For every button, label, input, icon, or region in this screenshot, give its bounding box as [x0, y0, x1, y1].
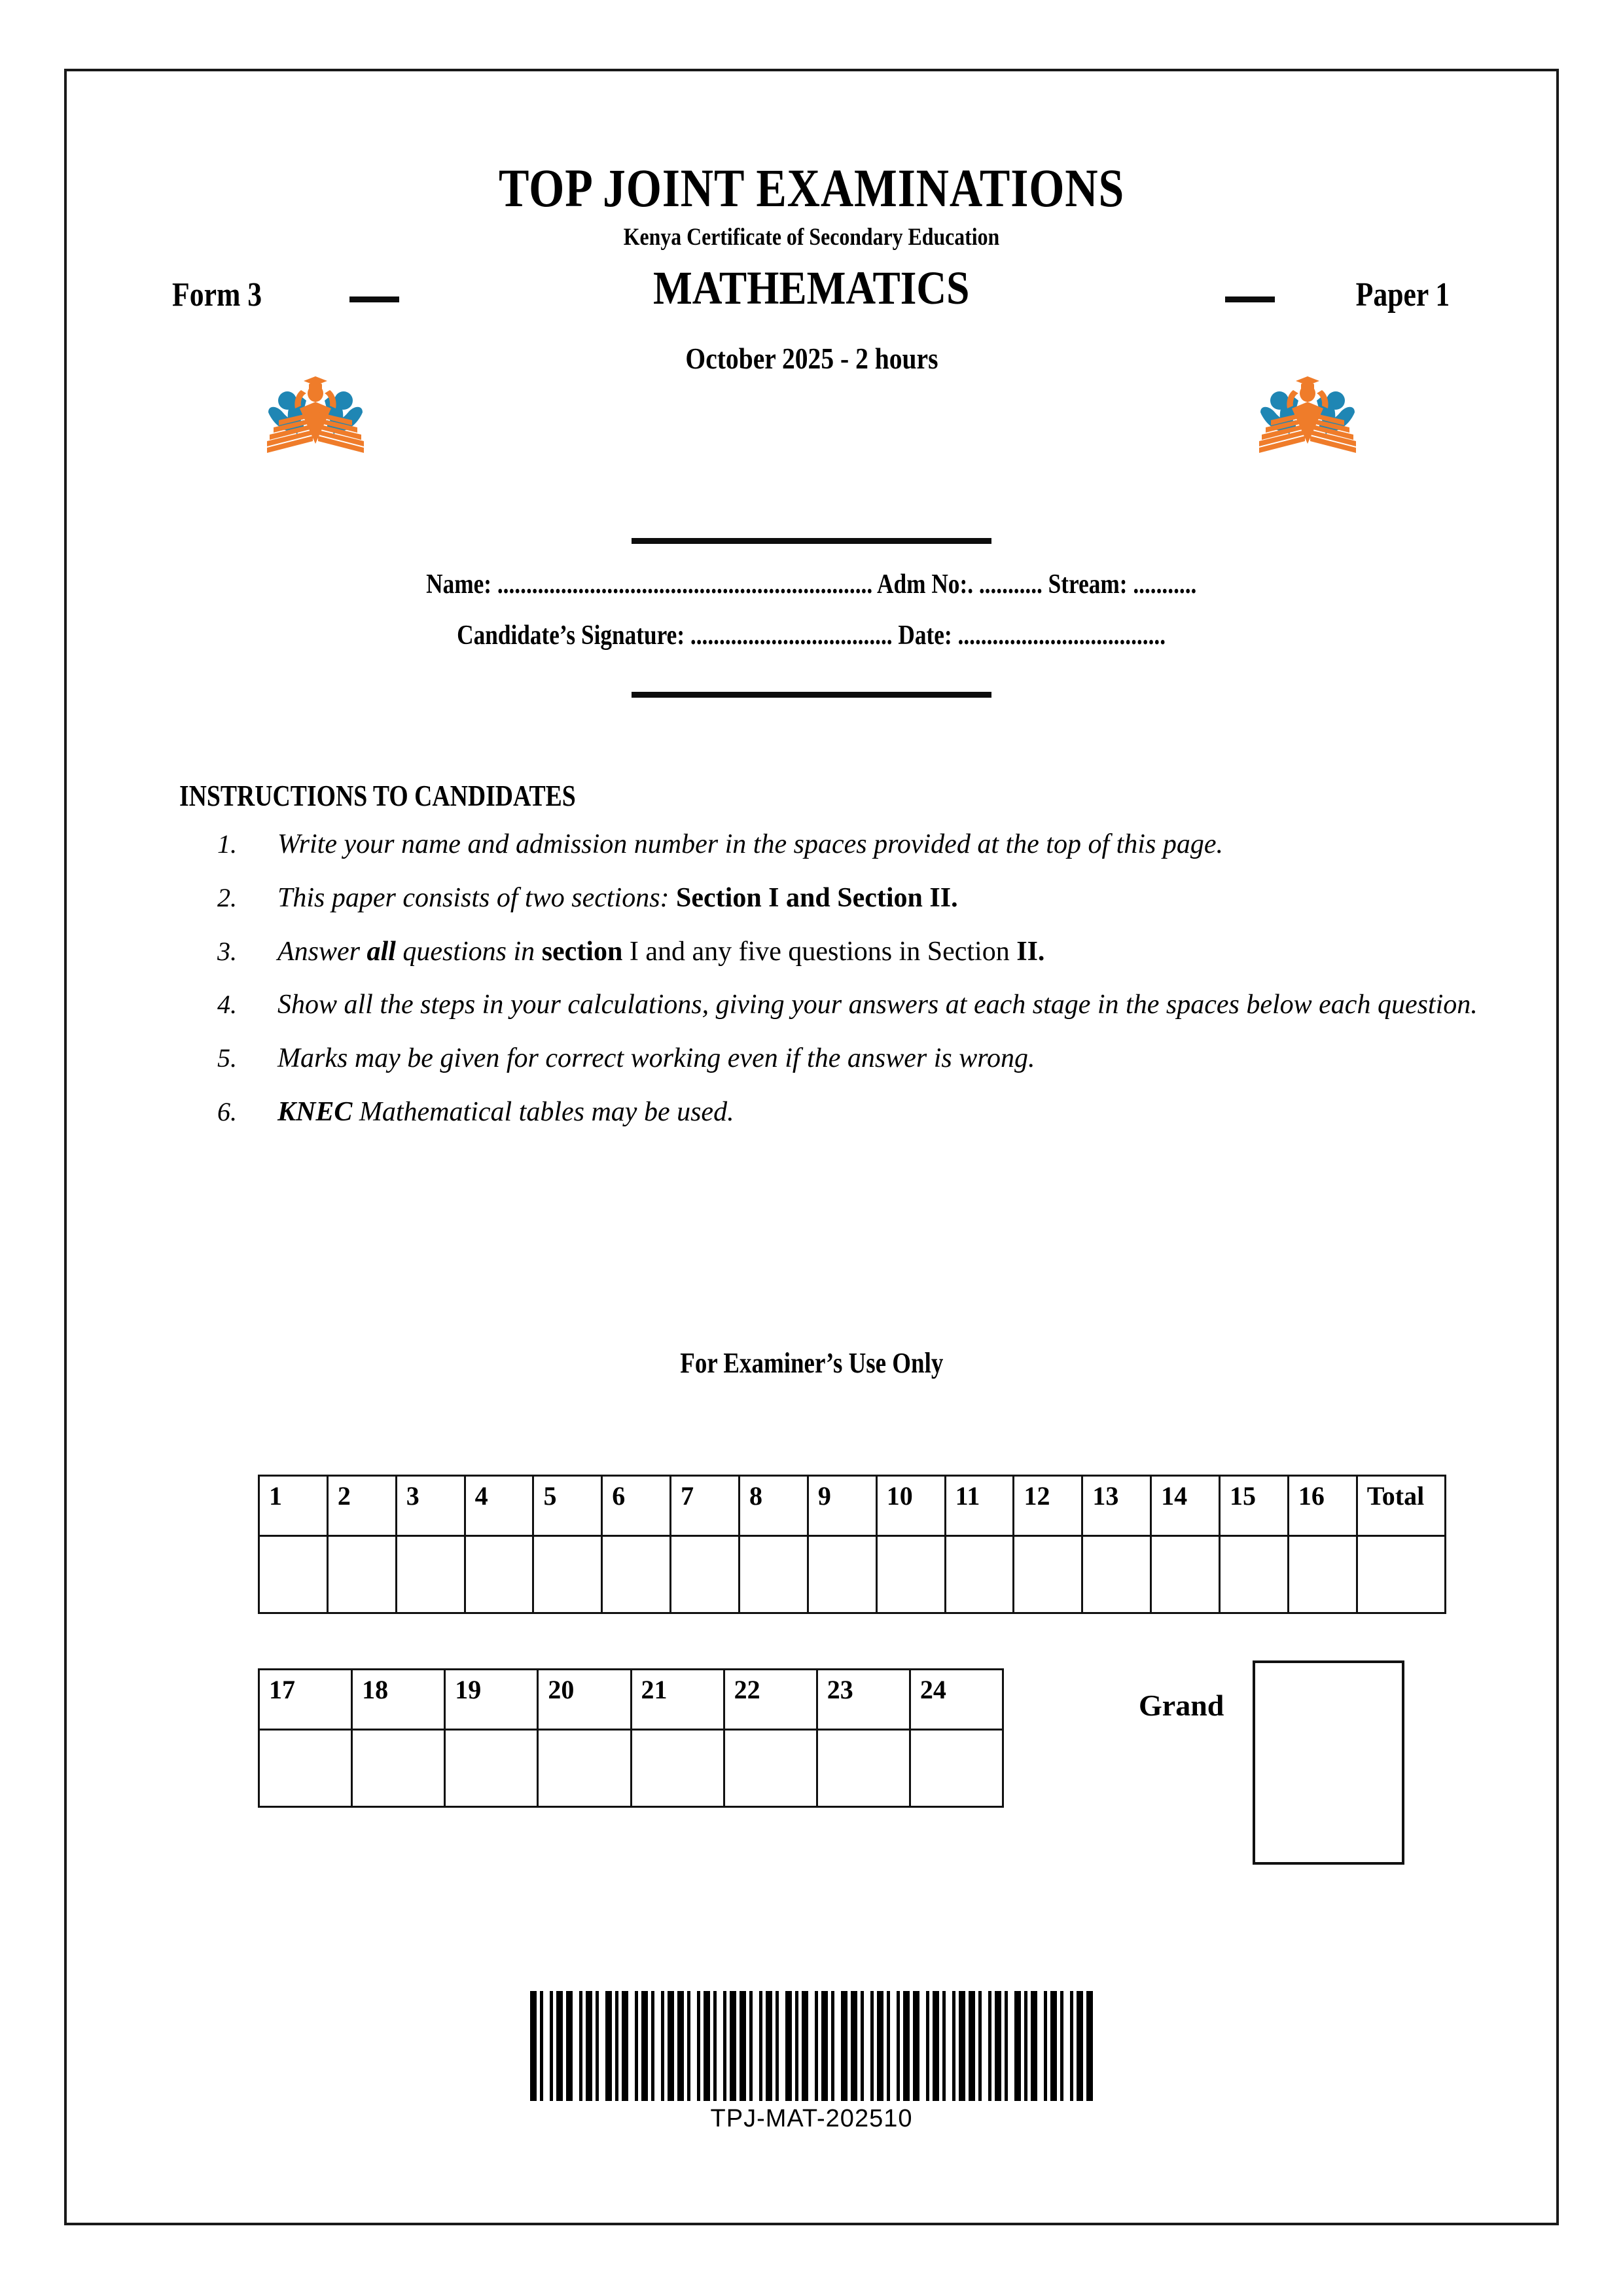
paper-number-text: Paper 1 — [1355, 276, 1450, 314]
marks-entry-cell[interactable] — [396, 1536, 465, 1613]
marks-header-cell: 21 — [631, 1670, 724, 1730]
candidate-block-rule-top — [632, 538, 991, 544]
name-adm-stream-text: Name: ................................................................. Adm No:. ........... Stream: ........... — [426, 569, 1197, 600]
instruction-item — [217, 1095, 1513, 1130]
marks-entry-cell[interactable] — [808, 1536, 876, 1613]
marks-entry-cell[interactable] — [724, 1730, 817, 1807]
marks-header-cell: Total — [1357, 1476, 1445, 1536]
instruction-number: 3. — [217, 936, 237, 966]
marks-entry-cell[interactable] — [817, 1730, 910, 1807]
marks-entry-cell[interactable] — [533, 1536, 602, 1613]
marks-header-cell: 9 — [808, 1476, 876, 1536]
marks-header-cell: 10 — [876, 1476, 945, 1536]
marks-header-cell: 13 — [1082, 1476, 1151, 1536]
instruction-item — [217, 988, 1513, 1023]
grand-total-label-text: Grand — [1139, 1689, 1224, 1722]
marks-entry-cell[interactable] — [1357, 1536, 1445, 1613]
exam-date-duration-text: October 2025 - 2 hours — [685, 342, 938, 375]
marks-header-cell: 7 — [671, 1476, 740, 1536]
instruction-text: Show all the steps in your calculations, giving your answers at each stage in the spaces below each question. — [277, 990, 1478, 1020]
grand-total-label — [1139, 1688, 1224, 1723]
exam-paper-page — [64, 69, 1559, 2225]
marks-header-cell: 19 — [445, 1670, 538, 1730]
instruction-number: 5. — [217, 1043, 237, 1073]
examiner-use-heading — [67, 1346, 1556, 1380]
table-row-headers — [259, 1670, 1003, 1730]
marks-header-cell: 1 — [259, 1476, 328, 1536]
examiner-use-heading-text: For Examiner’s Use Only — [679, 1347, 944, 1379]
paper-number-label — [1294, 276, 1510, 314]
certificate-subtitle-text: Kenya Certificate of Secondary Education — [623, 224, 1000, 251]
marks-header-cell: 18 — [352, 1670, 445, 1730]
marks-header-cell: 5 — [533, 1476, 602, 1536]
subject-row — [67, 261, 1556, 340]
school-logo-left-icon — [263, 357, 368, 456]
instruction-text: Marks may be given for correct working even if the answer is wrong. — [277, 1043, 1035, 1073]
instruction-text: Answer all questions in section I and any five questions in Section II. — [277, 936, 1045, 967]
barcode-area — [67, 1982, 1556, 2133]
table-row-marks — [259, 1536, 1446, 1613]
instruction-number: 1. — [217, 829, 237, 859]
marks-entry-cell[interactable] — [631, 1730, 724, 1807]
instruction-item — [217, 881, 1513, 916]
signature-date-field[interactable] — [67, 620, 1556, 651]
instruction-item — [217, 827, 1513, 863]
marks-header-cell: 4 — [465, 1476, 533, 1536]
marks-entry-cell[interactable] — [1082, 1536, 1151, 1613]
marks-entry-cell[interactable] — [1288, 1536, 1357, 1613]
table-row-headers — [259, 1476, 1446, 1536]
marks-entry-cell[interactable] — [740, 1536, 808, 1613]
dash-rule-right-icon — [1225, 296, 1275, 302]
marks-entry-cell[interactable] — [910, 1730, 1003, 1807]
candidate-details-block — [67, 569, 1556, 651]
form-level-text: Form 3 — [172, 276, 262, 314]
instruction-number: 4. — [217, 990, 237, 1020]
marks-entry-cell[interactable] — [538, 1730, 631, 1807]
marks-entry-cell[interactable] — [465, 1536, 533, 1613]
marks-header-cell: 23 — [817, 1670, 910, 1730]
barcode-code-text: TPJ-MAT-202510 — [710, 2105, 913, 2132]
candidate-block-rule-bottom — [632, 692, 991, 698]
instructions-list — [217, 827, 1513, 1149]
marks-header-cell: 12 — [1014, 1476, 1082, 1536]
marks-entry-cell[interactable] — [602, 1536, 671, 1613]
barcode-icon — [530, 1991, 1093, 2101]
instruction-text: This paper consists of two sections: Section I and Section II. — [277, 882, 958, 913]
marks-entry-cell[interactable] — [327, 1536, 396, 1613]
marks-entry-cell[interactable] — [1014, 1536, 1082, 1613]
instruction-item — [217, 1041, 1513, 1077]
instruction-number: 6. — [217, 1096, 237, 1126]
marks-header-cell: 2 — [327, 1476, 396, 1536]
exam-board-title — [67, 156, 1556, 219]
instructions-heading — [179, 778, 663, 813]
marks-header-cell: 11 — [945, 1476, 1014, 1536]
marks-table-section-two — [258, 1668, 1004, 1808]
marks-header-cell: 17 — [259, 1670, 352, 1730]
marks-table-section-one — [258, 1475, 1446, 1614]
instruction-text: KNEC Mathematical tables may be used. — [277, 1096, 734, 1127]
marks-entry-cell[interactable] — [671, 1536, 740, 1613]
marks-header-cell: 20 — [538, 1670, 631, 1730]
marks-entry-cell[interactable] — [352, 1730, 445, 1807]
marks-header-cell: 14 — [1151, 1476, 1220, 1536]
exam-board-title-text: TOP JOINT EXAMINATIONS — [498, 158, 1125, 218]
marks-entry-cell[interactable] — [259, 1536, 328, 1613]
instruction-text: Write your name and admission number in the spaces provided at the top of this page. — [277, 829, 1223, 859]
school-logo-right-icon — [1255, 357, 1360, 456]
marks-entry-cell[interactable] — [945, 1536, 1014, 1613]
marks-header-cell: 8 — [740, 1476, 808, 1536]
marks-entry-cell[interactable] — [1220, 1536, 1289, 1613]
table-row-marks — [259, 1730, 1003, 1807]
marks-header-cell: 6 — [602, 1476, 671, 1536]
marks-header-cell: 3 — [396, 1476, 465, 1536]
marks-header-cell: 22 — [724, 1670, 817, 1730]
marks-header-cell: 15 — [1220, 1476, 1289, 1536]
instructions-heading-text: INSTRUCTIONS TO CANDIDATES — [179, 779, 576, 812]
marks-header-cell: 16 — [1288, 1476, 1357, 1536]
instruction-item — [217, 935, 1513, 970]
grand-total-box[interactable] — [1253, 1660, 1404, 1865]
marks-entry-cell[interactable] — [1151, 1536, 1220, 1613]
marks-entry-cell[interactable] — [445, 1730, 538, 1807]
certificate-subtitle — [67, 223, 1556, 251]
subject-title-text: MATHEMATICS — [653, 262, 970, 314]
signature-date-text: Candidate’s Signature: ................................... Date: .................................... — [457, 620, 1166, 651]
marks-entry-cell[interactable] — [876, 1536, 945, 1613]
instruction-number: 2. — [217, 882, 237, 912]
marks-entry-cell[interactable] — [259, 1730, 352, 1807]
name-adm-stream-field[interactable] — [67, 569, 1556, 600]
marks-header-cell: 24 — [910, 1670, 1003, 1730]
